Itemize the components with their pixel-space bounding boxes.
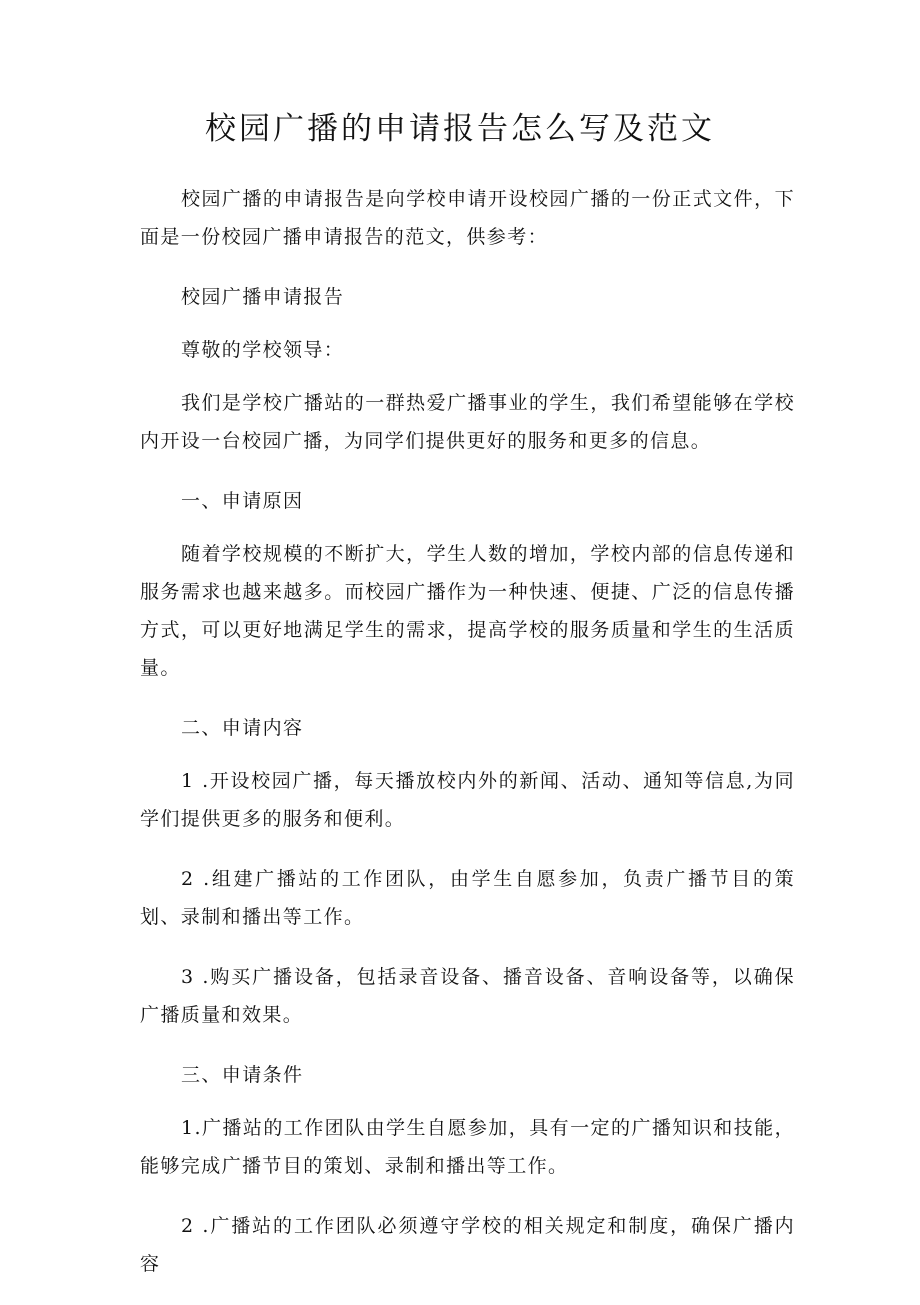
paragraph-condition-item-1: 1.广播站的工作团队由学生自愿参加，具有一定的广播知识和技能，能够完成广播节目的策划、录制和播出等工作。 (140, 1117, 795, 1177)
paragraph-salutation: 尊敬的学校领导： (181, 339, 345, 361)
section-heading-reason: 一、申请原因 (181, 490, 304, 512)
paragraph-report-title: 校园广播申请报告 (181, 286, 345, 308)
paragraph-statement: 我们是学校广播站的一群热爱广播事业的学生，我们希望能够在学校内开设一台校园广播，为同学们提供更好的服务和更多的信息。 (140, 392, 795, 452)
paragraph-condition-item-2: 2 .广播站的工作团队必须遵守学校的相关规定和制度，确保广播内容 (140, 1215, 795, 1275)
paragraph-content-item-2: 2 .组建广播站的工作团队，由学生自愿参加，负责广播节目的策划、录制和播出等工作。 (140, 868, 795, 928)
paragraph-intro: 校园广播的申请报告是向学校申请开设校园广播的一份正式文件，下面是一份校园广播申请报告的范文，供参考： (140, 188, 795, 248)
document-title: 校园广播的申请报告怎么写及范文 (205, 111, 715, 147)
document-body (140, 180, 795, 1305)
section-heading-conditions: 三、申请条件 (181, 1064, 304, 1086)
paragraph-content-item-3: 3 .购买广播设备，包括录音设备、播音设备、音响设备等，以确保广播质量和效果。 (140, 966, 795, 1026)
paragraph-reason: 随着学校规模的不断扩大，学生人数的增加，学校内部的信息传递和服务需求也越来越多。而校园广播作为一种快速、便捷、广泛的信息传播方式，可以更好地满足学生的需求，提高学校的服务质量和学生的生活质量。 (140, 543, 795, 679)
section-heading-content: 二、申请内容 (181, 717, 304, 739)
paragraph-content-item-1: 1 .开设校园广播，每天播放校内外的新闻、活动、通知等信息,为同学们提供更多的服务和便利。 (140, 770, 795, 830)
